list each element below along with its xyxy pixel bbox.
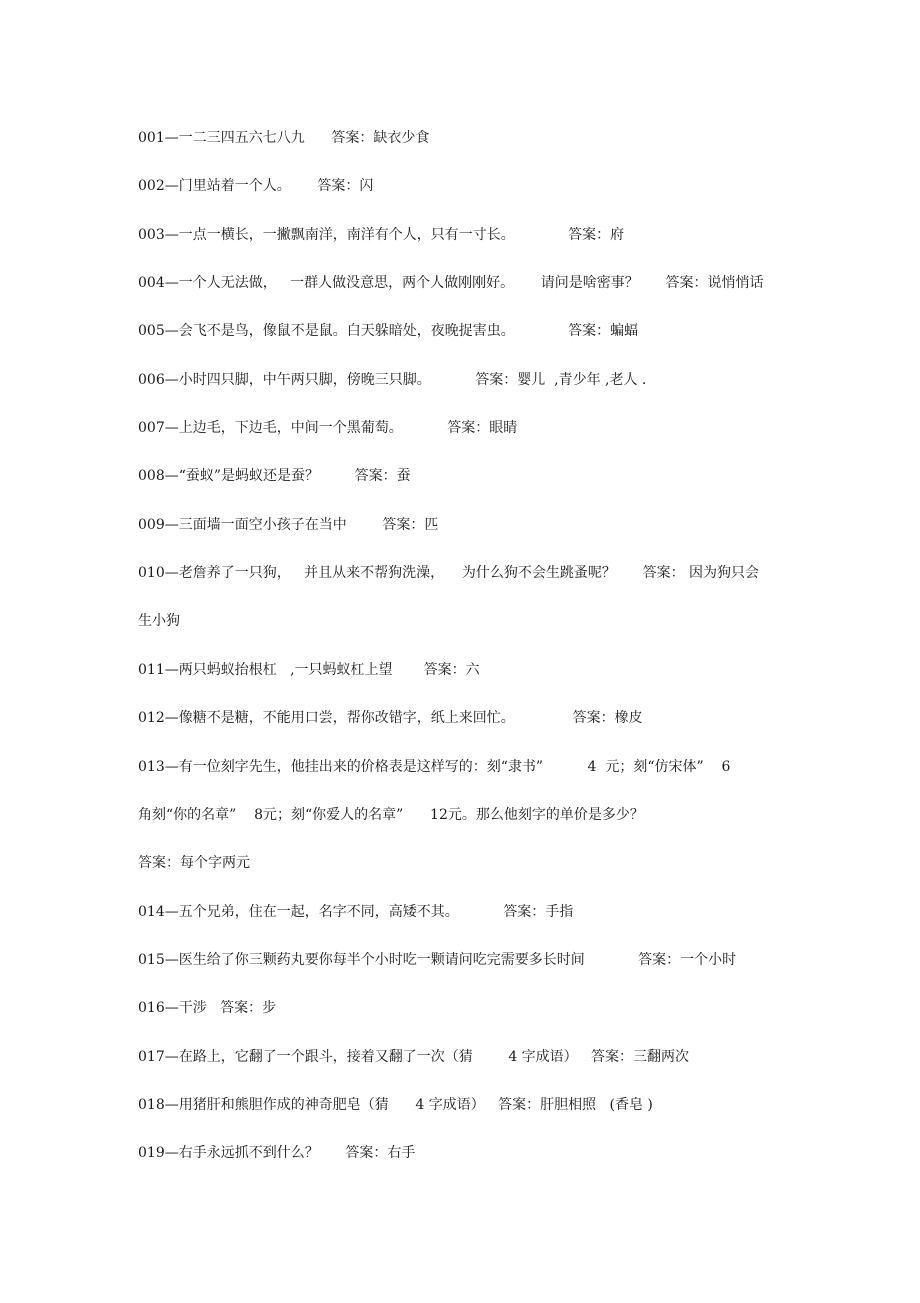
riddle-line: 005—会飞不是鸟，像鼠不是鼠。白天躲暗处，夜晚捉害虫。 答案：蝙蝠 — [138, 323, 639, 339]
riddle-line: 011—两只蚂蚁抬根杠 ,一只蚂蚁杠上望 答案：六 — [138, 662, 480, 678]
riddle-line: 009—三面墙一面空小孩子在当中 答案：匹 — [138, 517, 439, 533]
riddle-line: 001—一二三四五六七八九 答案：缺衣少食 — [138, 130, 430, 146]
riddle-line: 019—右手永远抓不到什么？ 答案：右手 — [138, 1145, 416, 1161]
riddle-answer-line: 答案：每个字两元 — [138, 855, 250, 871]
riddle-line: 018—用猪肝和熊胆作成的神奇肥皂（猜 4 字成语） 答案：肝胆相照 (香皂 ) — [138, 1097, 653, 1113]
riddle-line: 007—上边毛，下边毛，中间一个黑葡萄。 答案：眼睛 — [138, 420, 518, 436]
riddle-line: 015—医生给了你三颗药丸要你每半个小时吃一颗请问吃完需要多长时间 答案：一个小时 — [138, 952, 737, 968]
riddle-line-continued: 生小狗 — [138, 613, 180, 629]
riddle-line: 004—一个人无法做， 一群人做没意思，两个人做刚刚好。 请问是啥密事？ 答案：说悄悄话 — [138, 275, 764, 291]
riddle-line: 014—五个兄弟，住在一起，名字不同，高矮不其。 答案：手指 — [138, 904, 574, 920]
riddle-line: 017—在路上，它翻了一个跟斗，接着又翻了一次（猜 4 字成语） 答案：三翻两次 — [138, 1049, 690, 1065]
riddle-line-continued: 角刻“你的名章” 8元；刻“你爱人的名章” 12元。那么他刻字的单价是多少？ — [138, 807, 644, 823]
riddle-line: 003—一点一横长，一撇飘南洋，南洋有个人，只有一寸长。 答案：府 — [138, 227, 625, 243]
riddle-line: 012—像糖不是糖，不能用口尝，帮你改错字，纸上来回忙。 答案：橡皮 — [138, 710, 643, 726]
riddle-line: 008—“蚕蚁”是蚂蚁还是蚕？ 答案：蚕 — [138, 468, 411, 484]
riddle-line: 006—小时四只脚，中午两只脚，傍晚三只脚。 答案：婴儿 ,青少年 ,老人 . — [138, 372, 647, 388]
riddle-line: 013—有一位刻字先生，他挂出来的价格表是这样写的：刻“隶书” 4 元；刻“仿宋体” 6 — [138, 759, 731, 775]
riddle-line: 010—老詹养了一只狗， 并且从来不帮狗洗澡， 为什么狗不会生跳蚤呢？ 答案： 因为狗只会 — [138, 565, 760, 581]
riddle-line: 002—门里站着一个人。 答案：闪 — [138, 178, 374, 194]
riddle-line: 016—干涉 答案：步 — [138, 1000, 277, 1016]
